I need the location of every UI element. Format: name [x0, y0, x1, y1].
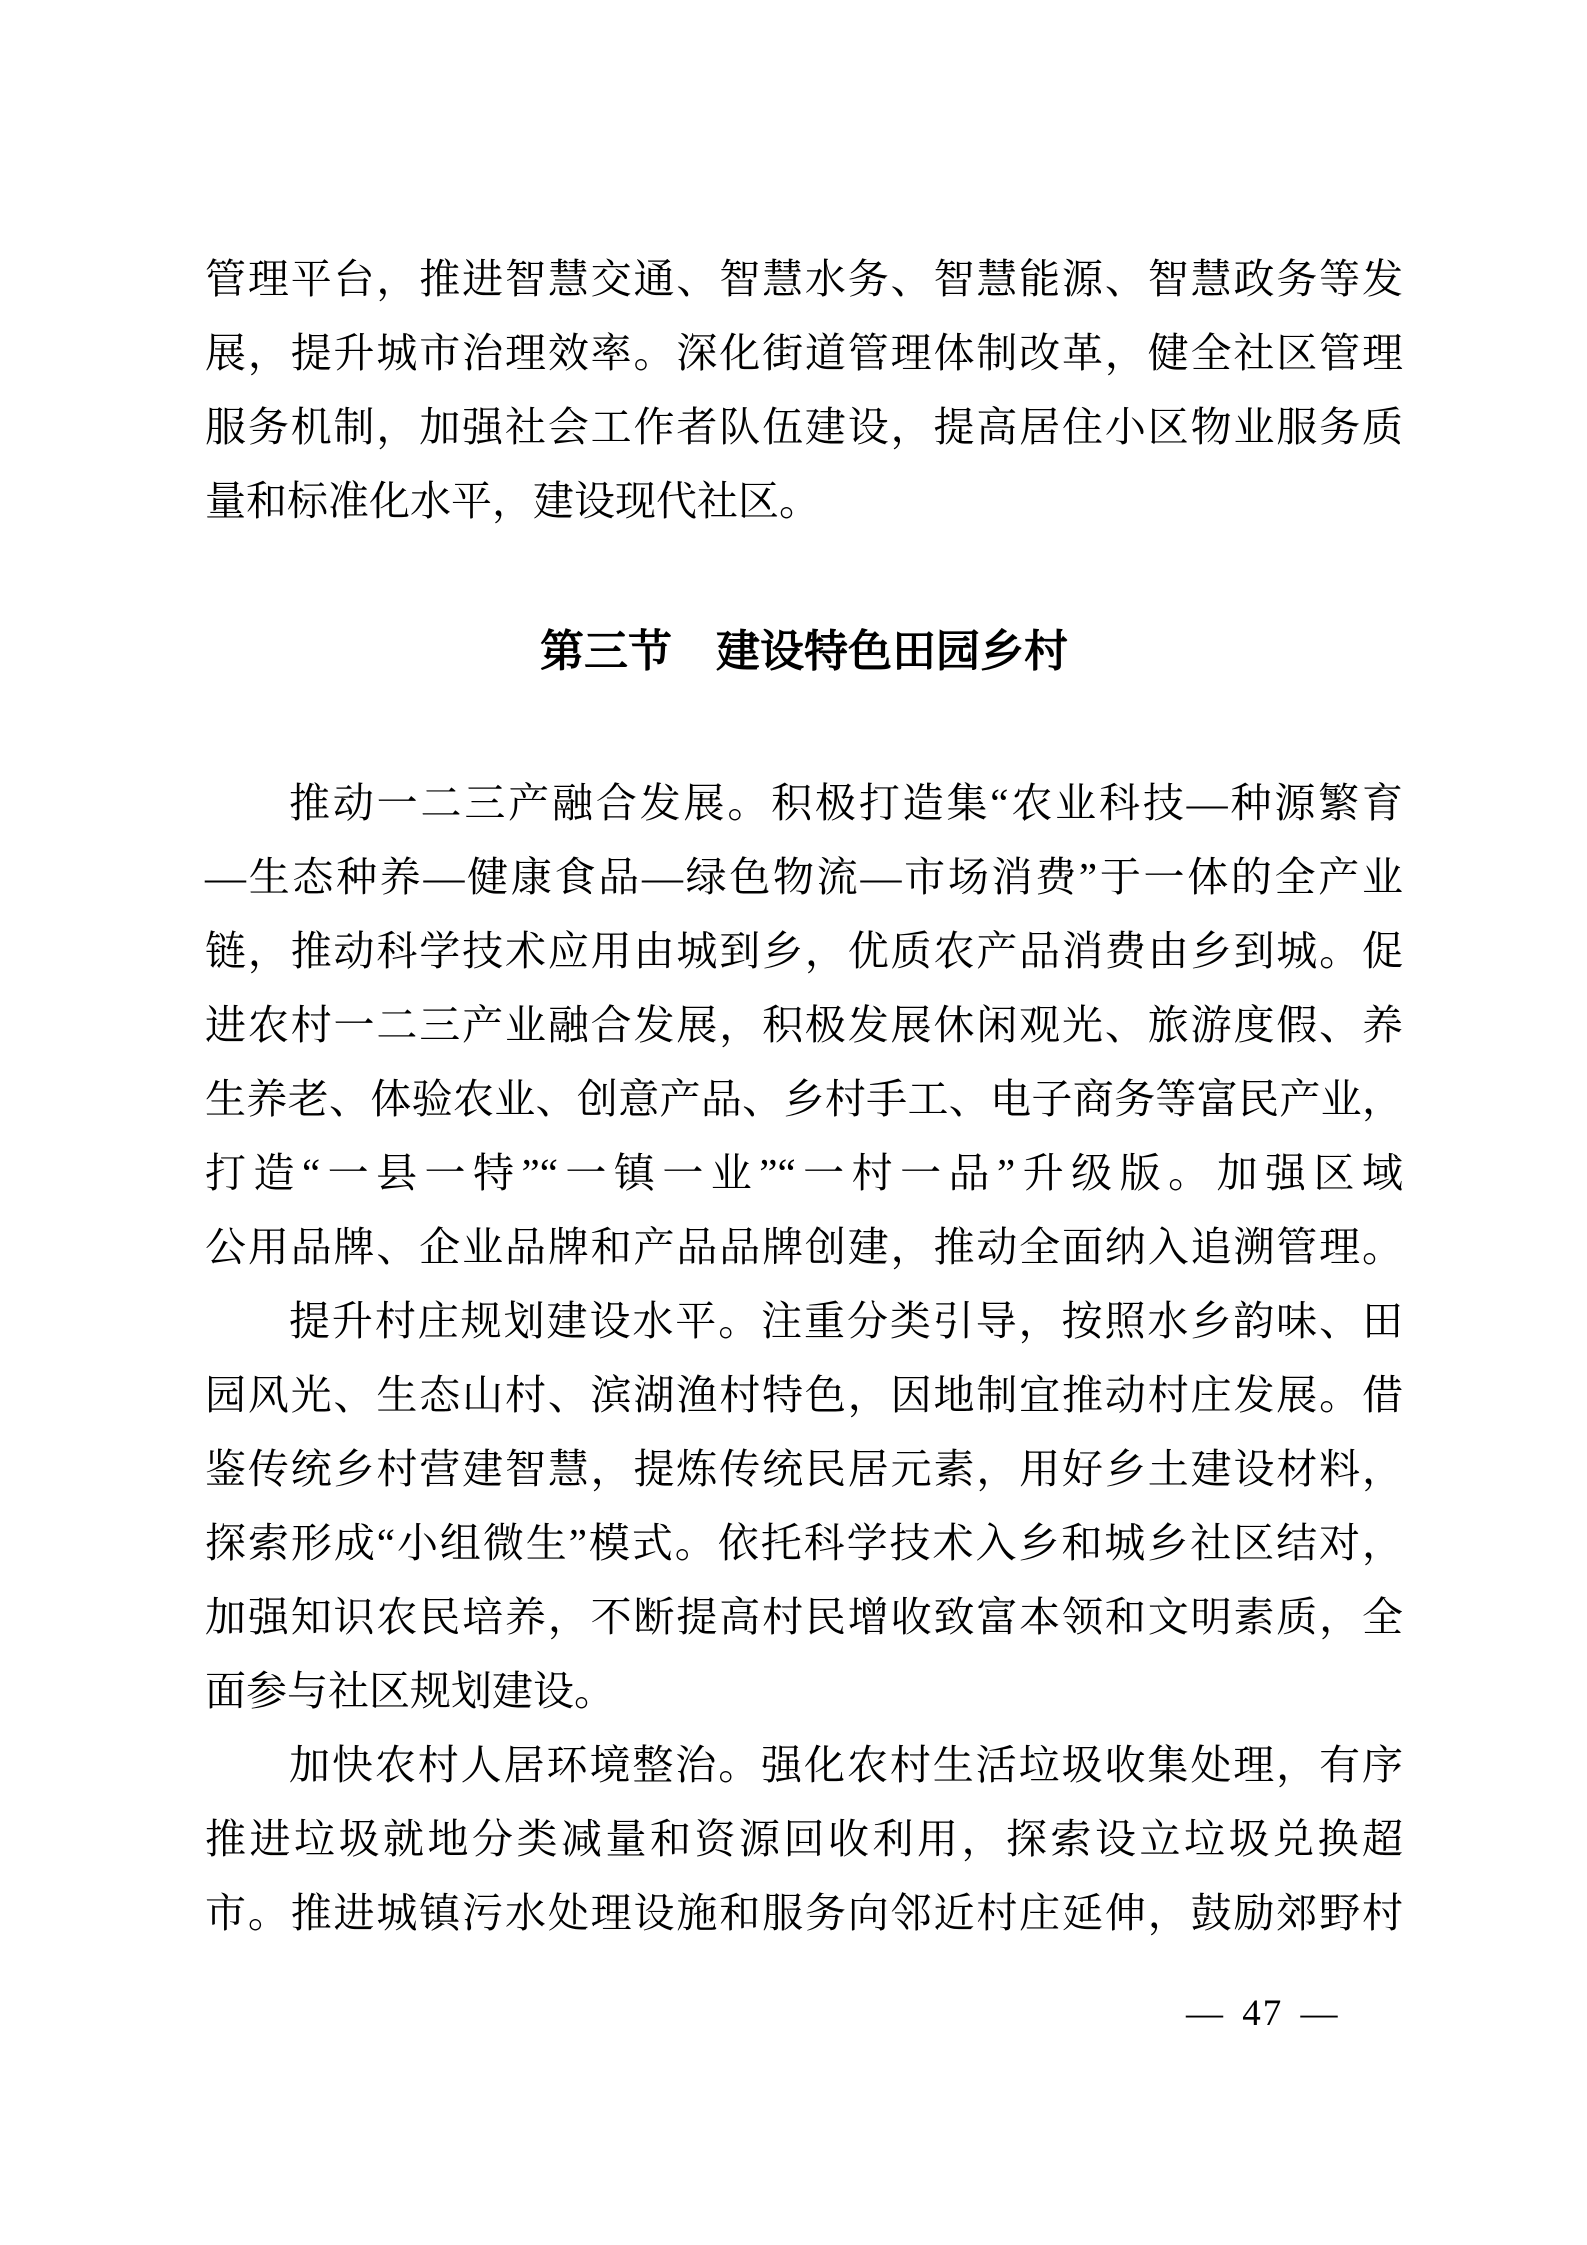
section-heading: 第三节 建设特色田园乡村	[540, 627, 1068, 676]
body-line: 面参与社区规划建设。	[205, 1668, 615, 1714]
body-line: 量和标准化水平，建设现代社区。	[205, 478, 820, 524]
body-line: 探索形成“小组微生”模式。依托科学技术入乡和城乡社区结对，	[205, 1520, 1403, 1566]
body-line: 打造“一县一特”“一镇一业”“一村一品”升级版。加强区域	[205, 1150, 1403, 1196]
body-line: 加快农村人居环境整治。强化农村生活垃圾收集处理，有序	[289, 1742, 1403, 1788]
document-body	[205, 242, 1403, 1950]
body-line: 鉴传统乡村营建智慧，提炼传统民居元素，用好乡土建设材料，	[205, 1446, 1403, 1492]
body-line: 提升村庄规划建设水平。注重分类引导，按照水乡韵味、田	[289, 1298, 1403, 1344]
body-line: 展，提升城市治理效率。深化街道管理体制改革，健全社区管理	[205, 330, 1403, 376]
body-line: 链，推动科学技术应用由城到乡，优质农产品消费由乡到城。促	[205, 928, 1403, 974]
body-line: —生态种养—健康食品—绿色物流—市场消费”于一体的全产业	[205, 854, 1403, 900]
body-line: 园风光、生态山村、滨湖渔村特色，因地制宜推动村庄发展。借	[205, 1372, 1403, 1418]
body-line: 市。推进城镇污水处理设施和服务向邻近村庄延伸，鼓励郊野村	[205, 1890, 1403, 1936]
body-line: 管理平台，推进智慧交通、智慧水务、智慧能源、智慧政务等发	[205, 256, 1403, 302]
body-line: 进农村一二三产业融合发展，积极发展休闲观光、旅游度假、养	[205, 1002, 1403, 1048]
body-line: 加强知识农民培养，不断提高村民增收致富本领和文明素质，全	[205, 1594, 1403, 1640]
body-line: 服务机制，加强社会工作者队伍建设，提高居住小区物业服务质	[205, 404, 1403, 450]
body-line: 推动一二三产融合发展。积极打造集“农业科技—种源繁育	[289, 780, 1403, 826]
body-line: 公用品牌、企业品牌和产品品牌创建，推动全面纳入追溯管理。	[205, 1224, 1403, 1270]
body-line: 生养老、体验农业、创意产品、乡村手工、电子商务等富民产业，	[205, 1076, 1403, 1122]
page-number: — 47 —	[1186, 1993, 1340, 2034]
body-line: 推进垃圾就地分类减量和资源回收利用，探索设立垃圾兑换超	[205, 1816, 1403, 1862]
